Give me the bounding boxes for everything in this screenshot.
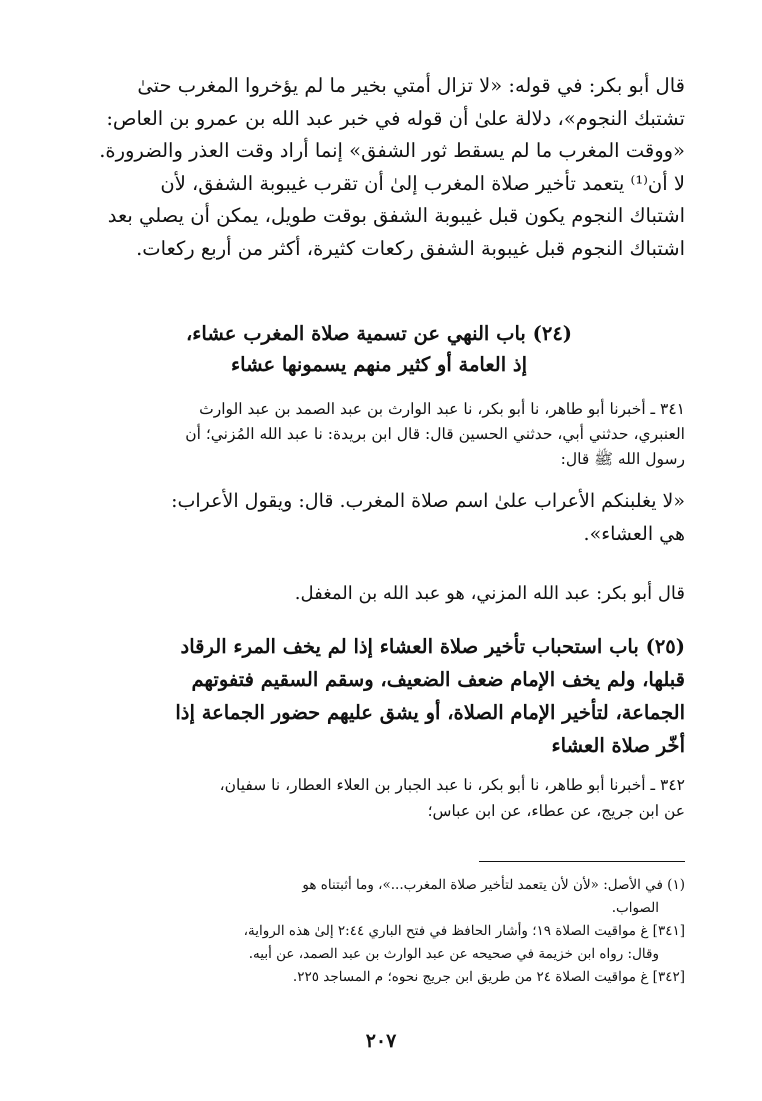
- footnote-line: [٣٤١] ﻍ مواقيت الصلاة ١٩؛ وأشار الحافظ في فتح الباري ٢:٤٤ إلىٰ هذه الرواية،: [243, 923, 685, 939]
- heading-line: قبلها، ولم يخف الإمام ضعف الضعيف، وسقم السقيم فتفوتهم: [191, 668, 685, 691]
- hadith-341-isnad: [73, 397, 685, 472]
- text-line: اشتباك النجوم يكون قبل غيبوبة الشفق بوقت طويل، يمكن أن يصلي بعد: [107, 204, 685, 227]
- heading-line: (٢٥) باب استحباب تأخير صلاة العشاء إذا لم يخف المرء الرقاد: [180, 635, 685, 658]
- text-line: قال أبو بكر: في قوله: «لا تزال أمتي بخير ما لم يؤخروا المغرب حتىٰ: [137, 74, 685, 97]
- text-line: تشتبك النجوم»، دلالة علىٰ أن قوله في خبر عبد الله بن عمرو بن العاص:: [106, 106, 685, 130]
- hadith-342-isnad: [73, 772, 685, 824]
- heading-line: (٢٤) باب النهي عن تسمية صلاة المغرب عشاء،: [185, 322, 573, 345]
- footnote-line: [٣٤٢] ﻍ مواقيت الصلاة ٢٤ من طريق ابن جريج نحوه؛ م المساجد ٢٢٥.: [292, 969, 685, 985]
- heading-line: أخّر صلاة العشاء: [551, 734, 685, 757]
- footnote-line: (١) في الأصل: «لأن لأن يتعمد لتأخير صلاة المغرب...»، وما أثبتناه هو: [302, 877, 685, 893]
- footnote-line: الصواب.: [611, 900, 659, 916]
- text-line: رسول الله ﷺ قال:: [560, 450, 685, 468]
- chapter-25-heading: [73, 630, 685, 762]
- text-line: العنبري، حدثني أبي، حدثني الحسين قال: قال ابن بريدة: نا عبد الله المُزني؛ أن: [185, 425, 685, 443]
- text-line: ٣٤١ ـ أخبرنا أبو طاهر، نا أبو بكر، نا عبد الوارث بن عبد الصمد بن عبد الوارث: [199, 400, 685, 418]
- footnotes: [73, 874, 685, 989]
- chapter-24-heading: [73, 318, 685, 380]
- footnote-line: وقال: رواه ابن خزيمة في صحيحه عن عبد الوارث بن عبد الصمد، عن أبيه.: [248, 946, 659, 962]
- text-line: اشتباك النجوم قبل غيبوبة الشفق ركعات كثيرة، أكثر من أربع ركعات.: [136, 236, 685, 260]
- text-line: ٣٤٢ ـ أخبرنا أبو طاهر، نا أبو بكر، نا عبد الجبار بن العلاء العطار، نا سفيان،: [219, 776, 685, 794]
- heading-line: إذ العامة أو كثير منهم يسمونها عشاء: [230, 353, 528, 376]
- text-line: «لا يغلبنكم الأعراب علىٰ اسم صلاة المغرب. قال: ويقول الأعراب:: [171, 490, 685, 512]
- text-line: «ووقت المغرب ما لم يسقط ثور الشفق» إنما أراد وقت العذر والضرورة.: [99, 139, 685, 162]
- text-line: قال أبو بكر: عبد الله المزني، هو عبد الله بن المغفل.: [294, 583, 685, 604]
- hadith-341-comment: [73, 580, 685, 608]
- text-line: لا أن⁽¹⁾ يتعمد تأخير صلاة المغرب إلىٰ أن تقرب غيبوبة الشفق، لأن: [160, 171, 685, 195]
- intro-paragraph: [73, 70, 685, 265]
- footnote-divider: [479, 861, 685, 862]
- hadith-341-matn: [73, 485, 685, 551]
- page-number: ٢٠٧: [365, 1030, 397, 1052]
- text-line: عن ابن جريج، عن عطاء، عن ابن عباس؛: [427, 802, 685, 820]
- heading-line: الجماعة، لتأخير الإمام الصلاة، أو يشق عليهم حضور الجماعة إذا: [175, 701, 685, 724]
- text-line: هي العشاء».: [583, 523, 685, 545]
